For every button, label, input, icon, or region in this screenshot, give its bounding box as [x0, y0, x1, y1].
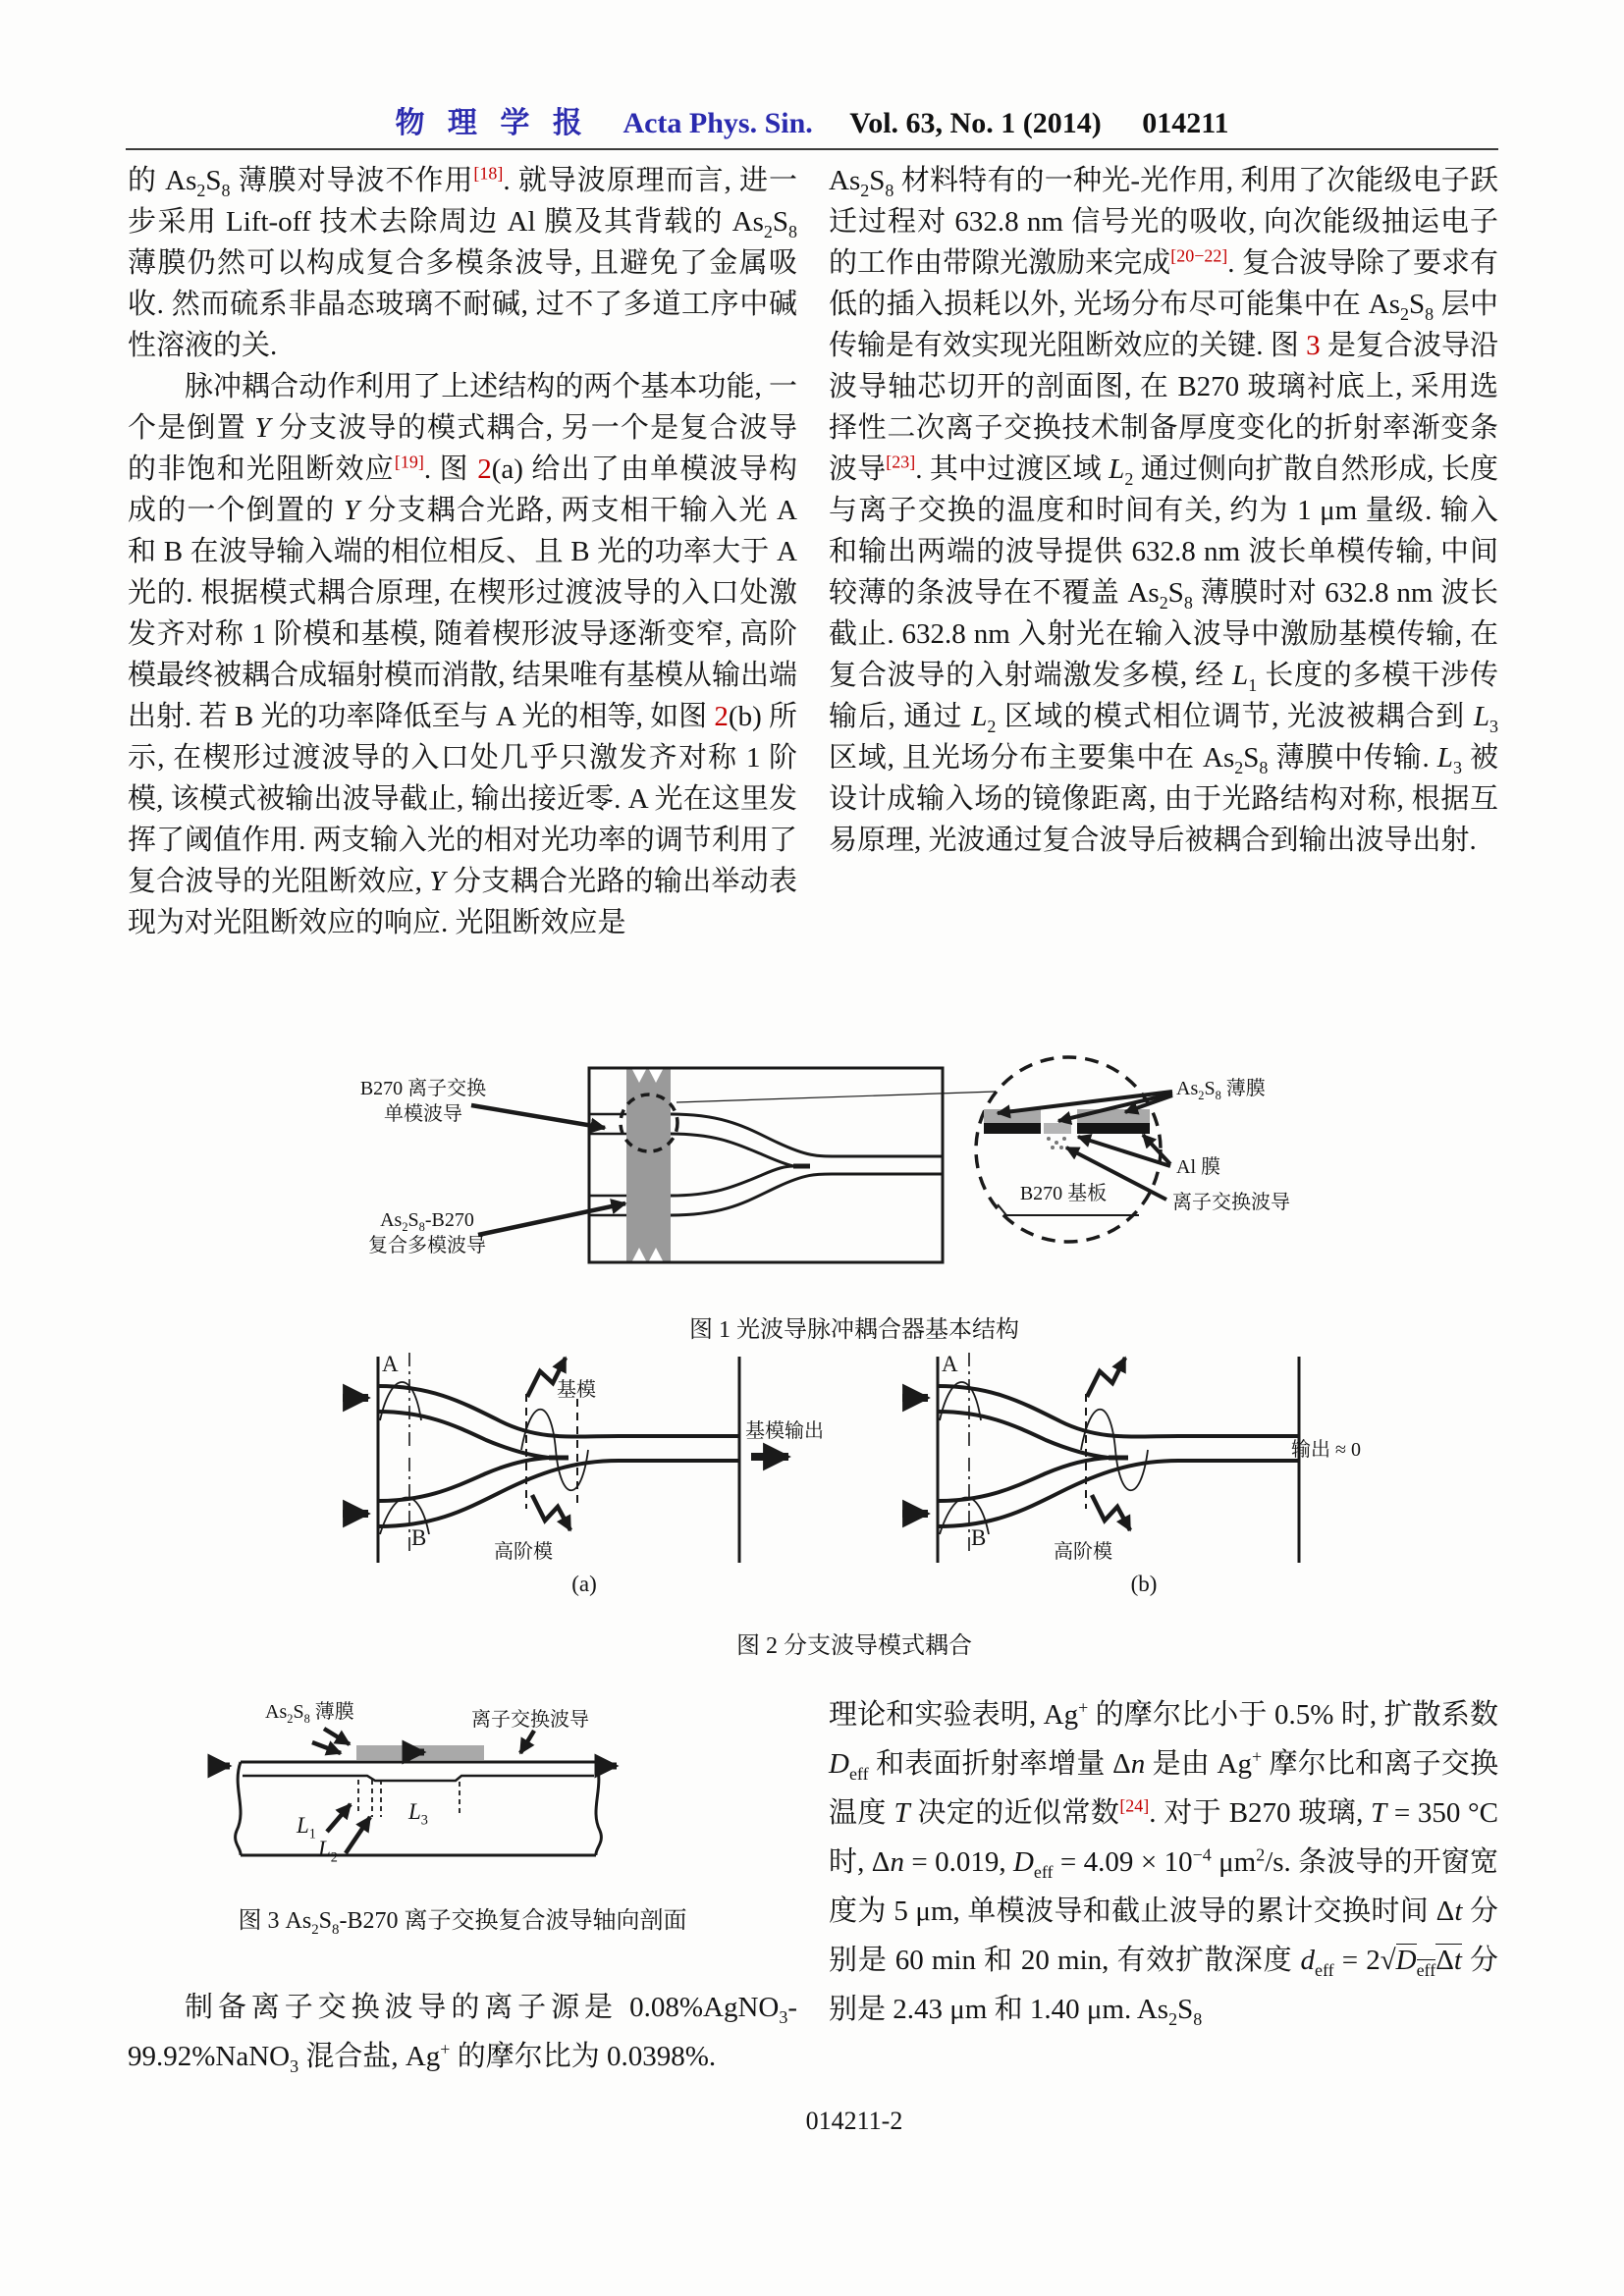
volume-issue: Vol. 63, No. 1 (2014) [849, 107, 1102, 139]
fig2-panel-b [898, 1340, 1409, 1639]
paragraph: 的 $As_2S_8$ 薄膜对导波不作用[18]. 就导波原理而言, 进一步采用 Lift-off 技术去除周边 Al 膜及其背载的 $As_2S_8$ 薄膜仍然可以构成复合多模条波导, 且避免了金属吸收. 然而硫系非晶态玻璃不耐碱, 过不了多道工序中碱性溶液的关. [128, 163, 797, 361]
article-number: 014211 [1142, 107, 1229, 139]
fig2b-label-input-A: A [942, 1352, 958, 1376]
page-number: 014211-2 [805, 2107, 903, 2135]
figure-3 [128, 1693, 805, 1929]
fig2a-label-output: 基模输出 [745, 1420, 824, 1442]
fig2a-subcaption: (a) [571, 1572, 597, 1596]
fig2a-label-input-A: A [382, 1352, 399, 1376]
running-head [0, 98, 1624, 141]
fig3-diagram [128, 1693, 805, 1929]
fig2a-label-fundamental-mode: 基模 [557, 1379, 596, 1401]
fig1-callout-arrows [471, 1092, 1172, 1235]
fig1-caption: 图 1 光波导脉冲耦合器基本结构 [689, 1317, 1019, 1343]
journal-title-cn: 物 理 学 报 [395, 107, 590, 139]
fig2b-subcaption: (b) [1130, 1572, 1158, 1596]
fig1-chip [589, 1068, 996, 1262]
bottom-left-column [128, 1983, 797, 2081]
fig2a-mode-profiles [380, 1382, 588, 1534]
right-column [829, 160, 1498, 861]
ion-exchange-stipple [1047, 1137, 1066, 1149]
fig2b-label-output: 输出 ≈ 0 [1291, 1439, 1361, 1461]
fig3-label-L1: $L_1$ [297, 1813, 316, 1842]
fig3-label-L2: $L_2$ [318, 1837, 338, 1866]
fig2a-label-input-B: B [411, 1525, 427, 1550]
fig3-label-as2s8-film: $As_2S_8$ 薄膜 [265, 1701, 354, 1726]
fig1-label-al-film: Al 膜 [1176, 1156, 1220, 1178]
journal-title-en: Acta Phys. Sin. [623, 107, 813, 139]
fig2b-mode-profiles [940, 1382, 1148, 1534]
fig3-caption: 图 3 $As_2S_8-B270$ 离子交换复合波导轴向剖面 [238, 1908, 687, 1938]
fig3-label-L3: $L_3$ [408, 1799, 428, 1829]
fig1-label-composite-multimode-waveguide: $As_2S_8-B270$ 复合多模波导 [368, 1209, 486, 1256]
fig2a-label-higher-order-mode: 高阶模 [494, 1541, 553, 1563]
fig1-label-single-mode-waveguide: B270 离子交换 单模波导 [359, 1078, 487, 1125]
fig2-caption: 图 2 分支波导模式耦合 [736, 1633, 972, 1659]
fig3-label-ion-exchange-waveguide: 离子交换波导 [471, 1709, 589, 1731]
figure-2 [339, 1340, 1517, 1639]
figure-1 [128, 1052, 1502, 1315]
header-rule [126, 148, 1498, 150]
fig1-label-as2s8-film: $As_2S_8$ 薄膜 [1176, 1078, 1266, 1102]
bottom-right-column [829, 1690, 1498, 2034]
paragraph: 脉冲耦合动作利用了上述结构的两个基本功能, 一个是倒置 Y 分支波导的模式耦合, 另一个是复合波导的非饱和光阻断效应[19]. 图 2(a) 给出了由单模波导构成的一个倒置的 Y 分支耦合光路, 两支相干输入光 A 和 B 在波导输入端的相位相反、且 B 光的功率大于 A 光的. 根据模式耦合原理, 在楔形过渡波导的入口处激发齐对称 1 阶模和基模, 随着楔形波导逐渐变窄, 高阶模最终被耦合成辐射模而消散, 结果唯有基模从输出端出射. 若 B 光的功率降低至与 A 光的相等, 如图 2(b) 所示, 在楔形过渡波导的入口处几乎只激发齐对称 1 阶模, 该模式被输出波导截止, 输出接近零. A 光在这里发挥了阈值作用. 两支输入光的相对光功率的调节利用了复合波导的光阻断效应, Y 分支耦合光路的输出举动表现为对光阻断效应的响应. 光阻断效应是 [128, 371, 797, 938]
fig2b-label-input-B: B [971, 1525, 987, 1550]
fig2b-label-higher-order-mode: 高阶模 [1054, 1541, 1112, 1563]
paragraph: 理论和实验表明, Ag+ 的摩尔比小于 0.5% 时, 扩散系数 $D_{eff}$ 和表面折射率增量 Δn 是由 Ag+ 摩尔比和离子交换温度 T 决定的近似常数[24]. 对于 B270 玻璃, T = 350 °C 时, Δn = 0.019, $D_{eff} = 4.09 \times 10^{-4}$ $\mu m^2/s$. 条波导的开窗宽度为 5 μm, 单模波导和截止波导的累计交换时间 Δt 分别是 60 min 和 20 min, 有效扩散深度 $d_{eff} = 2√D_{eff}\Delta t$ 分别是 2.43 μm 和 1.40 μm. $As_2S_8$ [829, 1697, 1499, 2029]
fig2-panel-a [339, 1340, 849, 1639]
left-column [128, 160, 797, 943]
paragraph: $As_2S_8$ 材料特有的一种光-光作用, 利用了次能级电子跃迁过程对 632.8 nm 信号光的吸收, 向次能级抽运电子的工作由带隙光激励来完成[20−22]. 复合波导除了要求有低的插入损耗以外, 光场分布尽可能集中在 $As_2S_8$ 层中传输是有效实现光阻断效应的关键. 图 3 是复合波导沿波导轴芯切开的剖面图, 在 B270 玻璃衬底上, 采用选择性二次离子交换技术制备厚度变化的折射率渐变条波导[23]. 其中过渡区域 $L_2$ 通过侧向扩散自然形成, 长度与离子交换的温度和时间有关, 约为 1 μm 量级. 输入和输出两端的波导提供 632.8 nm 波长单模传输, 中间较薄的条波导在不覆盖 $As_2S_8$ 薄膜时对 632.8 nm 波长截止. 632.8 nm 入射光在输入波导中激励基模传输, 在复合波导的入射端激发多模, 经 $L_1$ 长度的多模干涉传输后, 通过 $L_2$ 区域的模式相位调节, 光波被耦合到 $L_3$ 区域, 且光场分布主要集中在 $As_2S_8$ 薄膜中传输. $L_3$ 被设计成输入场的镜像距离, 由于光路结构对称, 根据互易原理, 光波通过复合波导后被耦合到输出波导出射. [829, 165, 1498, 856]
fig1-label-b270-substrate: B270 基板 [1019, 1183, 1108, 1204]
fig1-label-ion-exchange-waveguide: 离子交换波导 [1172, 1192, 1290, 1213]
paragraph: 制备离子交换波导的离子源是 0.08%AgNO$_3$-99.92%NaNO$_3$ 混合盐, Ag+ 的摩尔比为 0.0398%. [128, 1992, 797, 2076]
